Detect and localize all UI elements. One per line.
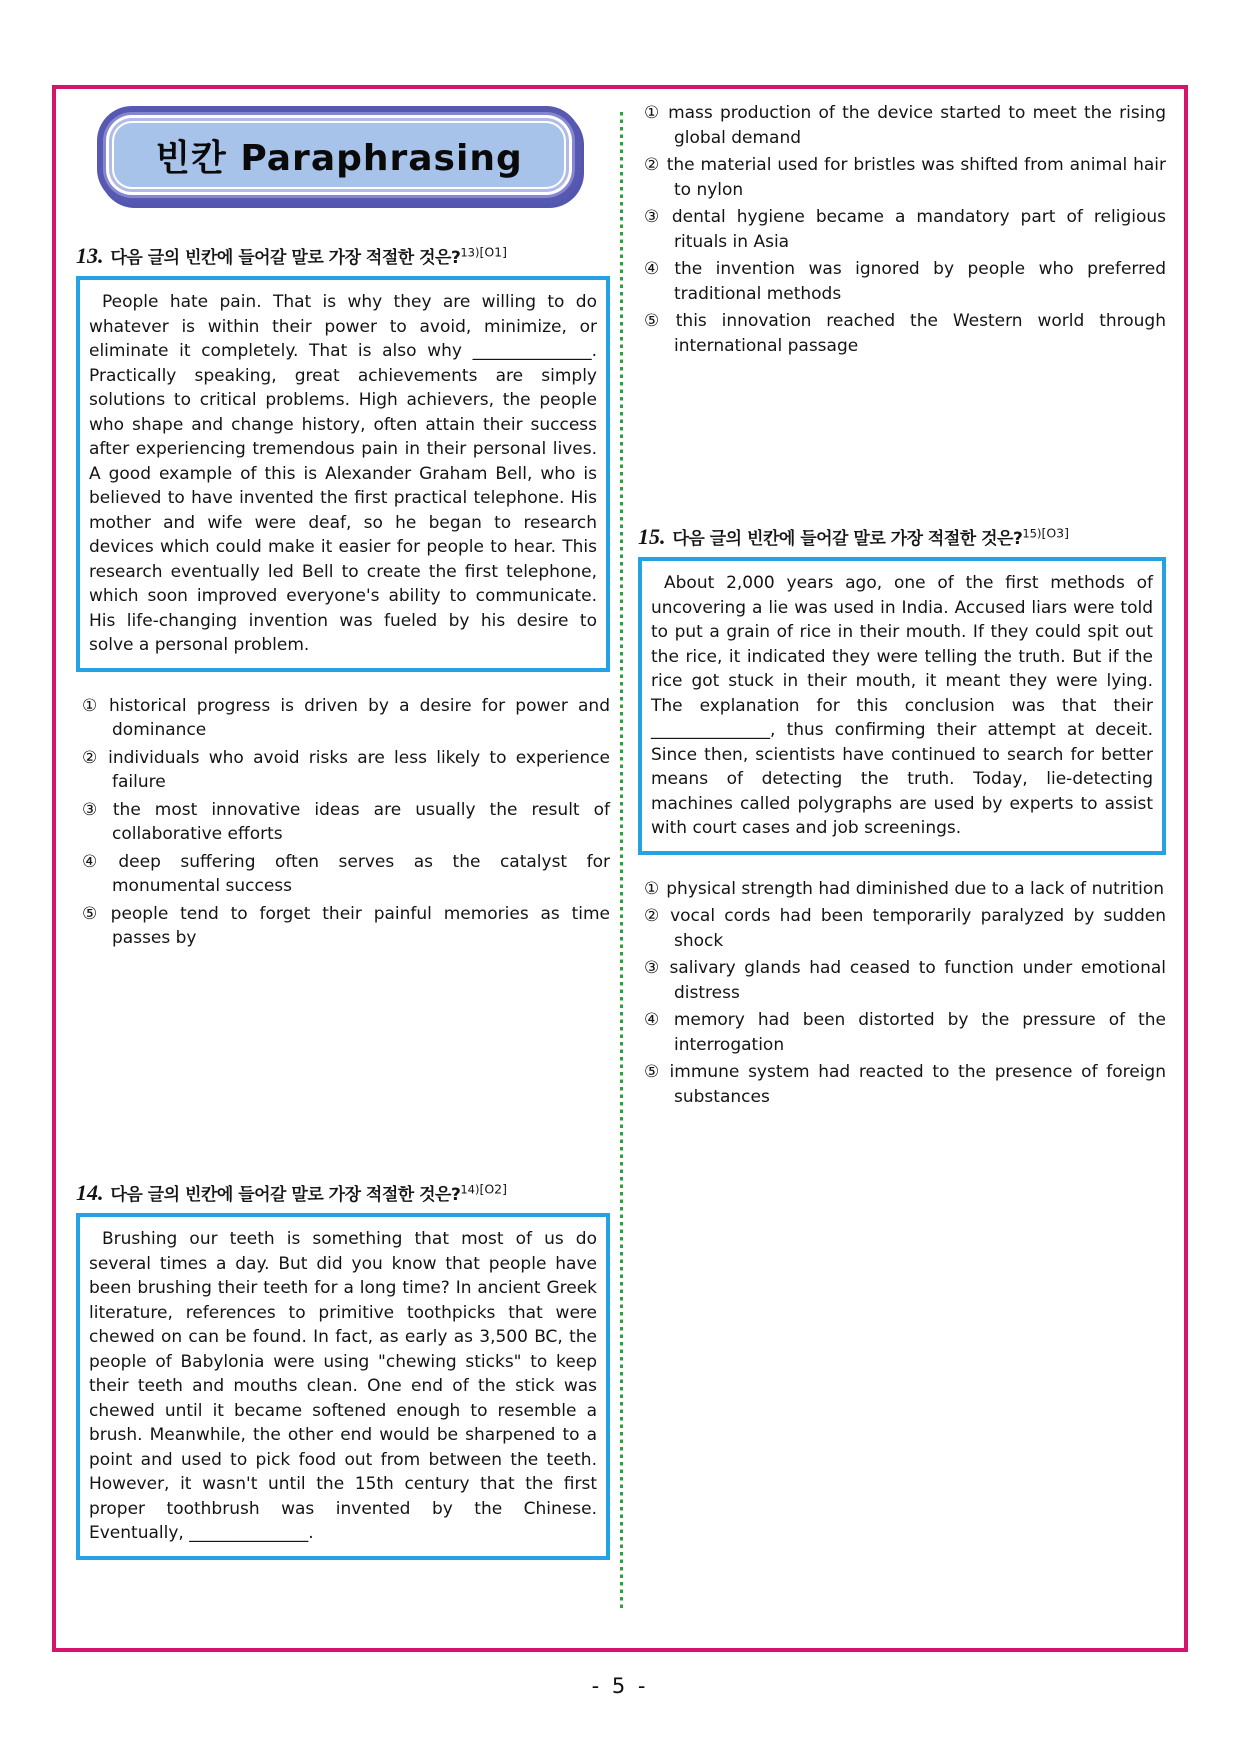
question-number: 13.	[76, 243, 104, 268]
option-text: people tend to forget their painful memories as time passes by	[110, 903, 610, 948]
option-item	[644, 904, 1166, 953]
question-prompt: 다음 글의 빈칸에 들어갈 말로 가장 적절한 것은?	[110, 248, 461, 268]
option-item	[644, 877, 1166, 902]
option-marker: ②	[644, 155, 660, 175]
question-14-options-block	[638, 101, 1166, 361]
option-item	[644, 1008, 1166, 1057]
page-number: - 5 -	[591, 1674, 649, 1698]
option-item	[82, 746, 610, 795]
question-15-options	[638, 877, 1166, 1110]
passage-text: People hate pain. That is why they are willing to do whatever is within their power to avoid, minimize, or eliminate it completely. That is also why ______________. Practically speaking, great achievements are simply solutions to critical problems. High achievers, the people who shape and change history, often attain their success after experiencing tremendous pain in their personal lives. A good example of this is Alexander Graham Bell, who is believed to have invented the first practical telephone. His mother and wife were deaf, so he began to research devices which could make it easier for people to hear. This research eventually led Bell to create the first telephone, which soon improved everyone's ability to communicate. His life-changing invention was fueled by his desire to solve a personal problem.	[89, 292, 597, 655]
option-text: immune system had reacted to the presence of foreign substances	[669, 1062, 1166, 1107]
option-item	[82, 850, 610, 899]
option-text: the invention was ignored by people who preferred traditional methods	[674, 259, 1166, 304]
question-14	[76, 1180, 610, 1560]
question-prompt: 다음 글의 빈칸에 들어갈 말로 가장 적절한 것은?	[110, 1185, 461, 1205]
passage-text: About 2,000 years ago, one of the first methods of uncovering a lie was used in India. Accused liars were told to put a grain of rice in their mouth. If they could spit out the rice, it indicated they were telling the truth. But if the rice got stuck in their mouth, it meant they were lying. The explanation for this conclusion was that their ______________, thus confirming their attempt at deceit. Since then, scientists have continued to search for better means of detecting the truth. Today, lie-detecting machines called polygraphs are used by experts to assist with court cases and job screenings.	[651, 573, 1153, 838]
option-text: deep suffering often serves as the catalyst for monumental success	[112, 851, 610, 896]
option-text: salivary glands had ceased to function under emotional distress	[669, 958, 1166, 1003]
option-item	[82, 798, 610, 847]
source-tag: [O2]	[479, 1181, 507, 1197]
question-13-header	[76, 243, 610, 269]
column-divider	[620, 112, 623, 1608]
option-item	[644, 101, 1166, 150]
option-item	[644, 956, 1166, 1005]
option-marker: ①	[644, 878, 660, 899]
question-15-passage-box	[638, 557, 1166, 855]
option-marker: ④	[644, 1010, 667, 1030]
option-marker: ⑤	[644, 311, 669, 331]
option-text: historical progress is driven by a desire for power and dominance	[109, 695, 610, 740]
question-number: 14.	[76, 1180, 104, 1205]
question-15-header	[638, 524, 1166, 550]
option-marker: ②	[644, 906, 664, 926]
option-text: this innovation reached the Western world through international passage	[674, 311, 1166, 356]
option-marker: ①	[82, 695, 103, 716]
option-text: memory had been distorted by the pressure of the interrogation	[673, 1010, 1166, 1055]
page-title: 빈칸 Paraphrasing	[155, 137, 523, 179]
option-item	[644, 1060, 1166, 1109]
title-badge	[114, 123, 564, 187]
option-text: physical strength had diminished due to a lack of nutrition	[666, 878, 1165, 899]
footnote-marker: 13)	[460, 245, 480, 260]
option-marker: ③	[82, 799, 106, 820]
option-item	[644, 153, 1166, 202]
option-marker: ④	[82, 851, 112, 872]
question-13-passage-box	[76, 276, 610, 672]
option-text: dental hygiene became a mandatory part of religious rituals in Asia	[671, 207, 1166, 252]
question-14-header	[76, 1180, 610, 1206]
question-13	[76, 243, 610, 954]
source-tag: [O1]	[479, 244, 507, 260]
source-tag: [O3]	[1041, 525, 1069, 541]
question-14-passage-box	[76, 1213, 610, 1560]
option-text: the most innovative ideas are usually the result of collaborative efforts	[112, 799, 610, 844]
option-item	[82, 902, 610, 951]
option-marker: ③	[644, 207, 665, 227]
option-text: individuals who avoid risks are less likely to experience failure	[108, 747, 610, 792]
option-marker: ①	[644, 103, 662, 123]
option-marker: ④	[644, 259, 668, 279]
option-marker: ③	[644, 958, 663, 978]
option-text: vocal cords had been temporarily paralyzed by sudden shock	[670, 906, 1166, 951]
option-item	[644, 309, 1166, 358]
option-item	[644, 257, 1166, 306]
option-text: mass production of the device started to meet the rising global demand	[668, 103, 1166, 148]
question-15	[638, 524, 1166, 1112]
question-14-options	[638, 101, 1166, 358]
passage-text: Brushing our teeth is something that most of us do several times a day. But did you know that people have been brushing their teeth for a long time? In ancient Greek literature, references to primitive toothpicks that were chewed on can be found. In fact, as early as 3,500 BC, the people of Babylonia were using "chewing sticks" to keep their teeth and mouths clean. One end of the stick was chewed until it became softened enough to resemble a brush. Meanwhile, the other end would be sharpened to a point and used to pick food out from between the teeth. However, it wasn't until the 15th century that the first proper toothbrush was invented by the Chinese. Eventually, ______________.	[89, 1229, 597, 1543]
question-13-options	[76, 694, 610, 951]
option-text: the material used for bristles was shifted from animal hair to nylon	[666, 155, 1166, 200]
option-marker: ⑤	[644, 1062, 663, 1082]
footnote-marker: 15)	[1022, 526, 1042, 541]
option-item	[644, 205, 1166, 254]
footnote-marker: 14)	[460, 1182, 480, 1197]
question-number: 15.	[638, 524, 666, 549]
option-marker: ⑤	[82, 903, 104, 924]
option-marker: ②	[82, 747, 102, 768]
question-prompt: 다음 글의 빈칸에 들어갈 말로 가장 적절한 것은?	[672, 529, 1023, 549]
option-item	[82, 694, 610, 743]
